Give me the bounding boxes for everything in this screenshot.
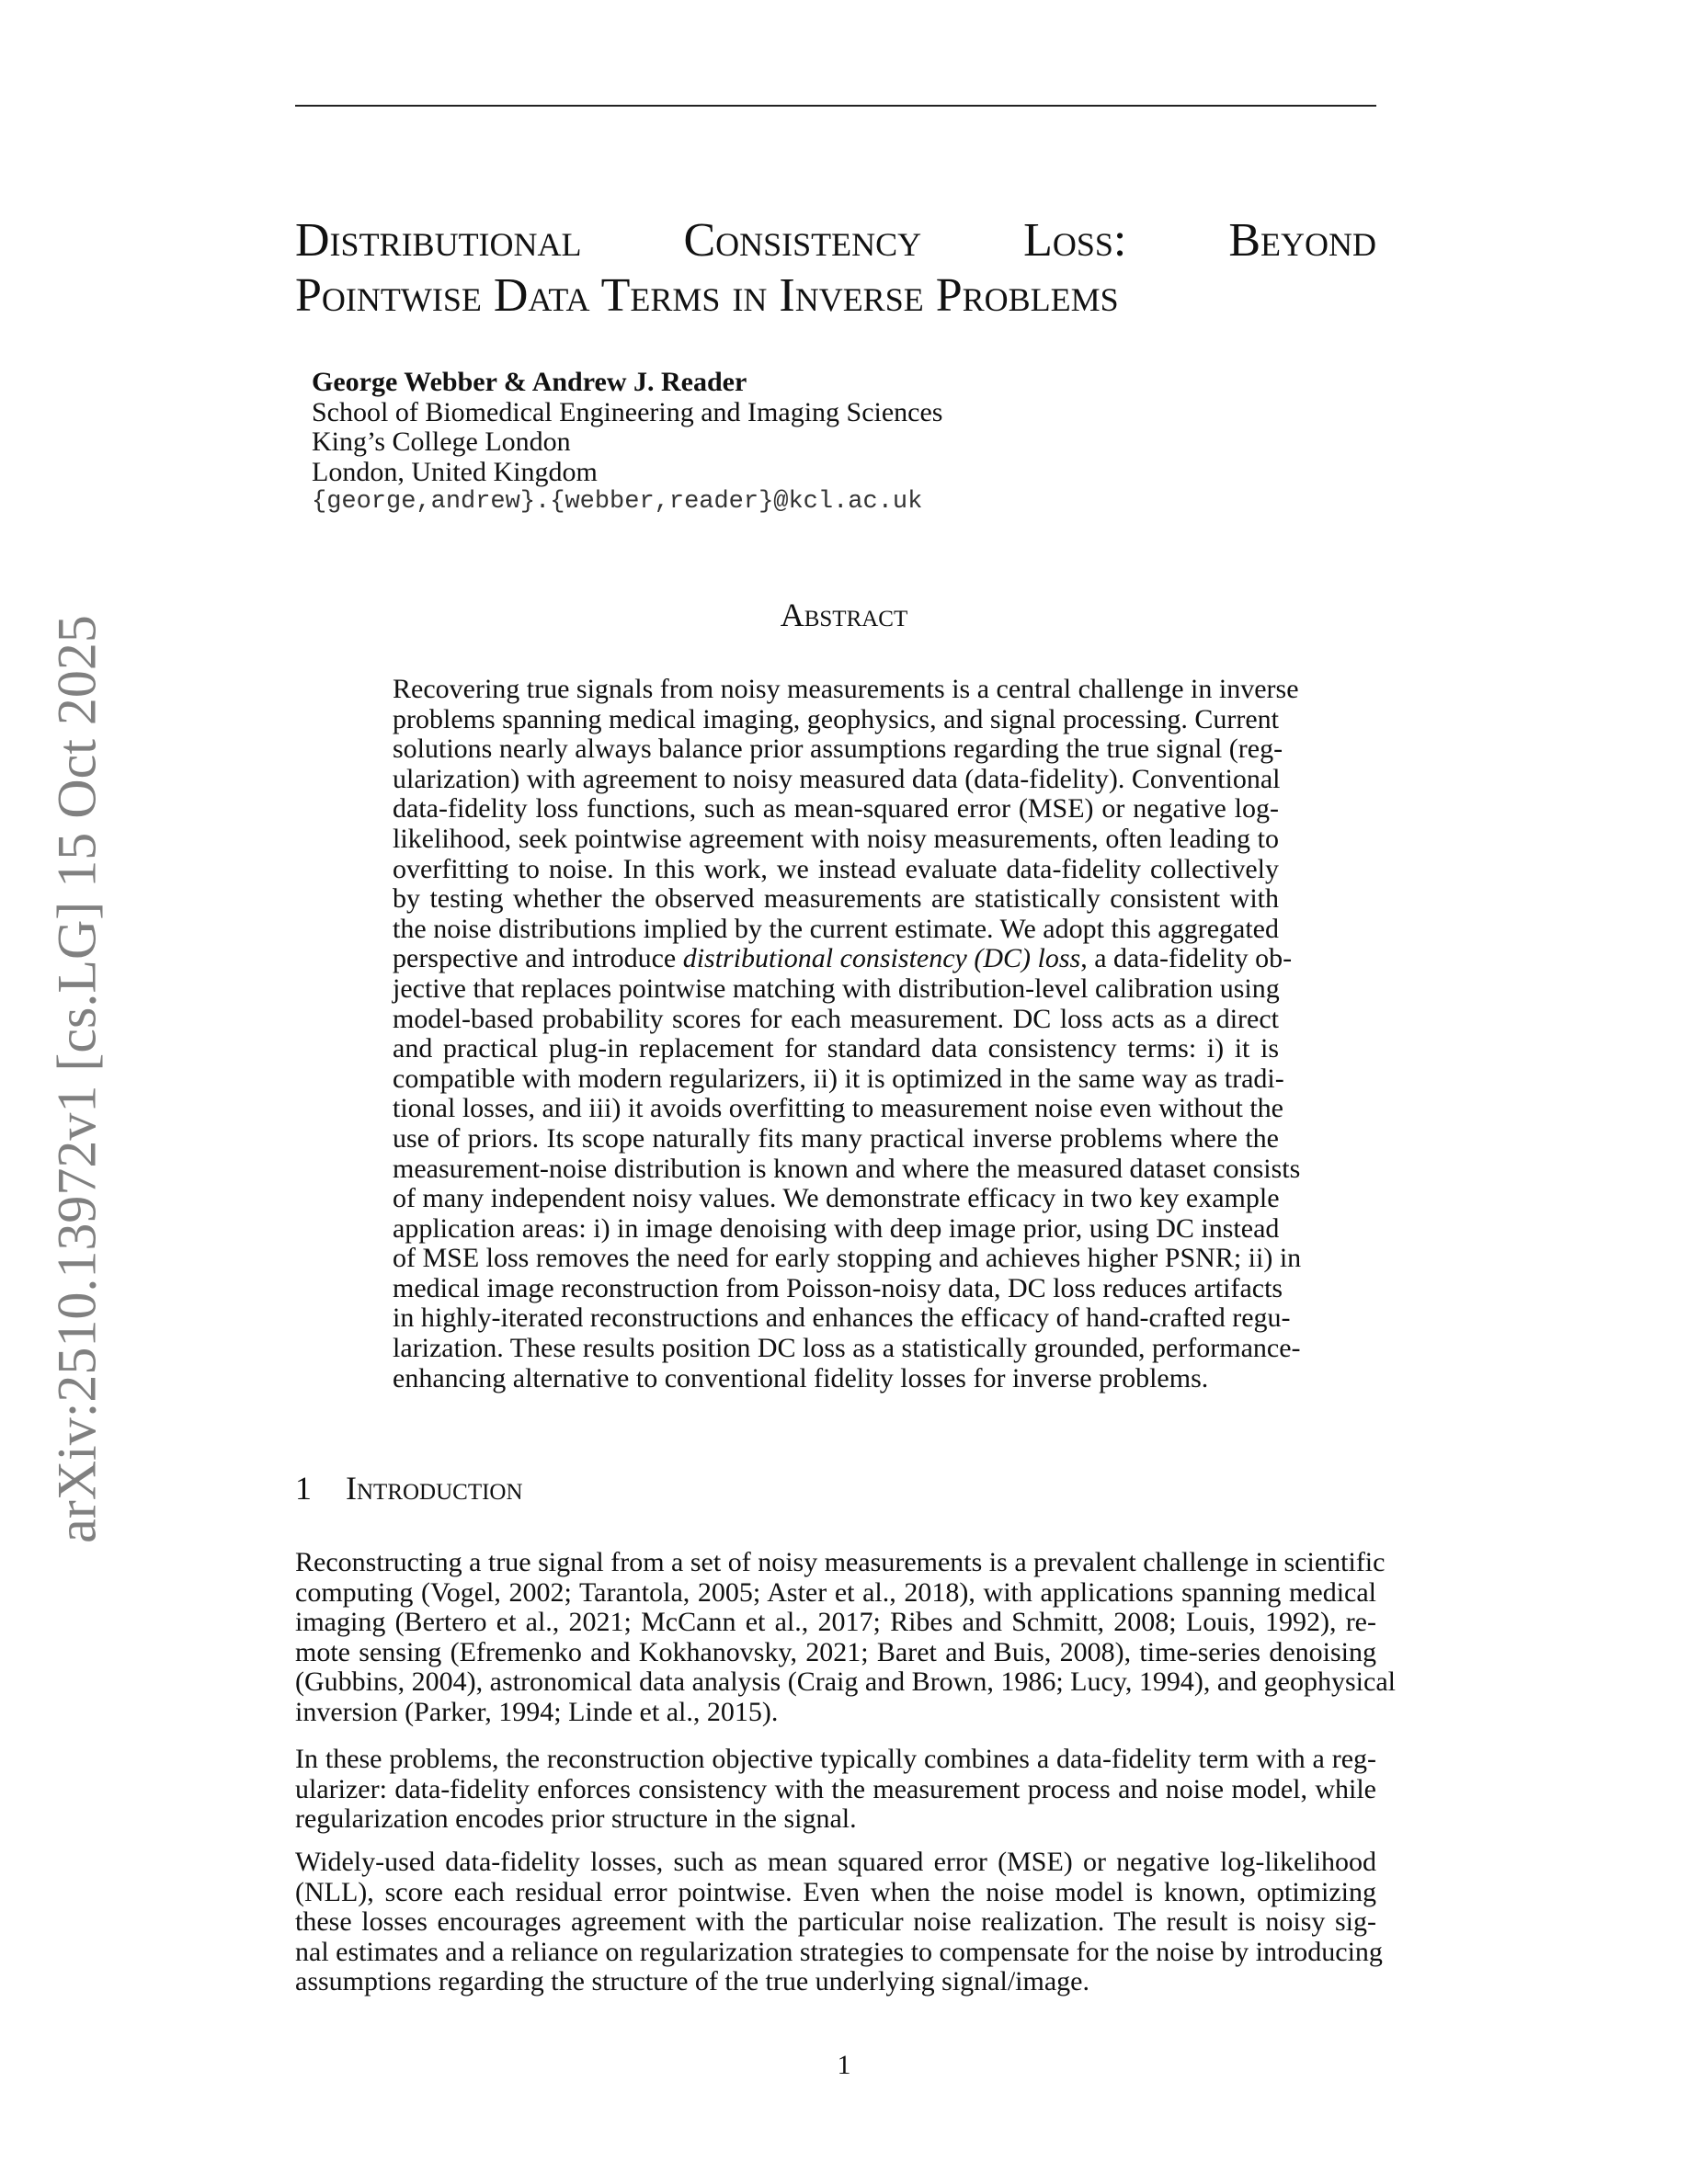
text-line: of MSE loss removes the need for early stopping and achieves higher PSNR; ii) in [393,1243,1302,1274]
text-line: problems spanning medical imaging, geophysics, and signal processing. Current [393,703,1279,734]
text-line: these losses encourages agreement with the particular noise realization. The result is noisy sig- [295,1906,1376,1938]
text-line: and practical plug-in replacement for standard data consistency terms: i) it is [393,1033,1279,1064]
author-names: George Webber & Andrew J. Reader [312,367,747,397]
text-line: ularizer: data-fidelity enforces consistency with the measurement process and noise model, while [295,1773,1376,1804]
text-line: of many independent noisy values. We demonstrate efficacy in two key example [393,1183,1280,1214]
text-line: application areas: i) in image denoising with deep image prior, using DC instead [393,1212,1280,1244]
author-block [312,368,942,518]
text-line: enhancing alternative to conventional fidelity losses for inverse problems. [393,1362,1209,1393]
text-line: nal estimates and a reliance on regularization strategies to compensate for the noise by introducing [295,1936,1383,1967]
text-line: inversion (Parker, 1994; Linde et al., 2015). [295,1696,779,1727]
top-rule [295,105,1376,107]
section-number: 1 [295,1470,312,1507]
paper-title-line-1: Distributional Consistency Loss: Beyond [295,214,1376,267]
text-line: (NLL), score each residual error pointwise. Even when the noise model is known, optimizing [295,1876,1376,1907]
text-line: model-based probability scores for each measurement. DC loss acts as a direct [393,1003,1279,1034]
section-title: Introduction [346,1470,523,1507]
text-line: ularization) with agreement to noisy measured data (data-fidelity). Conventional [393,763,1281,794]
section-heading-introduction [295,1469,523,1507]
text-line: mote sensing (Efremenko and Kokhanovsky, 2021; Baret and Buis, 2008), time-series denoising [295,1636,1376,1667]
text-line: by testing whether the observed measurements are statistically consistent with [393,883,1279,915]
text-line: likelihood, seek pointwise agreement with noisy measurements, often leading to [393,823,1279,854]
text-line: (Gubbins, 2004), astronomical data analysis (Craig and Brown, 1986; Lucy, 1994), and geophysical [295,1666,1396,1698]
text-line: tional losses, and iii) it avoids overfitting to measurement noise even without the [393,1093,1283,1124]
emphasized-term: distributional consistency (DC) loss [682,943,1081,974]
text-line: compatible with modern regularizers, ii) it is optimized in the same way as tradi- [393,1063,1284,1094]
text-line: medical image reconstruction from Poisson-noisy data, DC loss reduces artifacts [393,1272,1283,1303]
abstract-body [393,674,1302,1393]
text-line: regularization encodes prior structure in the signal. [295,1803,857,1835]
text-line: larization. These results position DC loss as a statistically grounded, performance- [393,1333,1301,1364]
text-line: the noise distributions implied by the current estimate. We adopt this aggregated [393,913,1279,944]
text-segment: perspective and introduce [393,943,683,974]
text-line: In these problems, the reconstruction objective typically combines a data-fidelity term with a reg- [295,1744,1376,1774]
text-line: use of priors. Its scope naturally fits many practical inverse problems where the [393,1122,1279,1154]
text-line: imaging (Bertero et al., 2021; McCann et al., 2017; Ribes and Schmitt, 2008; Louis, 1992), re- [295,1607,1376,1638]
affiliation-line: London, United Kingdom [312,456,598,487]
text-line: Widely-used data-fidelity losses, such as mean squared error (MSE) or negative log-likelihood [295,1847,1376,1877]
text-line: solutions nearly always balance prior assumptions regarding the true signal (reg- [393,734,1283,765]
text-line: Reconstructing a true signal from a set of noisy measurements is a prevalent challenge in scientific [295,1547,1386,1577]
intro-paragraph-1 [295,1547,1396,1728]
text-line: jective that replaces pointwise matching with distribution-level calibration using [393,973,1280,1004]
intro-paragraph-3 [295,1847,1383,1997]
text-line: data-fidelity loss functions, such as mean-squared error (MSE) or negative log- [393,793,1279,825]
arxiv-identifier-stamp: arXiv:2510.13972v1 [cs.LG] 15 Oct 2025 [46,615,108,1543]
text-line: Recovering true signals from noisy measurements is a central challenge in inverse [393,674,1299,704]
abstract-heading: Abstract [780,597,908,633]
author-email: {george,andrew}.{webber,reader}@kcl.ac.uk [312,488,923,516]
text-segment: , a data-fidelity ob- [1080,943,1293,974]
text-line: measurement-noise distribution is known and where the measured dataset consists [393,1153,1301,1184]
text-line: assumptions regarding the structure of the true underlying signal/image. [295,1966,1089,1997]
text-line [393,943,1293,974]
text-line: in highly-iterated reconstructions and enhances the efficacy of hand-crafted regu- [393,1302,1291,1334]
text-line: overfitting to noise. In this work, we instead evaluate data-fidelity collectively [393,853,1279,884]
intro-paragraph-2 [295,1745,1376,1835]
text-line: computing (Vogel, 2002; Tarantola, 2005; Aster et al., 2018), with applications spanning medical [295,1576,1376,1608]
page-number: 1 [837,2050,851,2080]
affiliation-line: King’s College London [312,427,571,457]
affiliation-line: School of Biomedical Engineering and Imaging Sciences [312,396,943,427]
paper-title-line-2: Pointwise Data Terms in Inverse Problems [295,269,1119,322]
